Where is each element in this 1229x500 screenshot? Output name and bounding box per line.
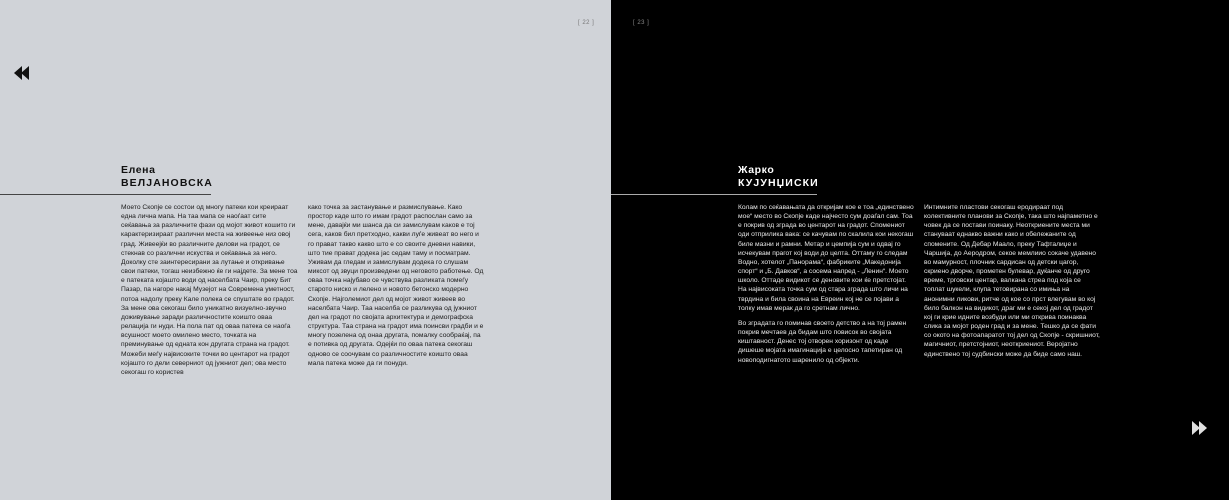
text-column-2 (308, 203, 485, 374)
author-last-name: КУЈУНЏИСКИ (738, 177, 819, 189)
author-name (738, 164, 819, 190)
paragraph: Колам по сеќавањата да откријам кое е тоа „единствено мое“ место во Скопје каде најчесто сум доаѓал сам. Тоа е покрив од зграда во центарот на градот. Спомениот оди отприлика вака: се качувам по скалила кои некогаш биле мазни и рамни. Метар и цемпија сум и одвај го исчекувам прагот кој води до целта. Оттаму го следам Водно, хотелот „Панорама“, фабриките „Македонија спорт“ и „Б. Давков“, а сосема напред - „Ленин“. Моето школо. Оттаде видикот се деновите кои ќе претстојат. На највисоката точка сум од стара зграда што личи на тврдина и била своина на Евреин кој не се појави а толку имав мерак да го сретнам лично. (738, 204, 914, 312)
text-column-2 (924, 203, 1101, 365)
author-underline (611, 194, 817, 195)
left-page (0, 0, 611, 500)
next-page-button[interactable] (1191, 421, 1207, 440)
paragraph: како точка за застанување и размислување. Како простор каде што го имам градот распослан само за мене, давајќи ми шанса да си замислувам каков е тој сега, каков бил претходно, какви луѓе живеат во него и го прават такво какво што е со своите дневни навики, што тие прават додека јас седам таму и посматрам. Уживам да гледам и замислувам додека го слушам миксот од звуци произведени од неговото работење. Од оваа точка најубаво се чувствува разликата помеѓу старото ниско и лелено и новото бетонско модерно Скопје. Најголемиот дел од мојот живот живеев во населбата Чаир. Таа населба се разликува од јужниот дел на градот по својата архитектура и демографска структура. Таа страна на градот има поинсви градби и е многу позелена од онаа другата, помалку сообраќај, па е потивка од другата. Одејќи по оваа патека секогаш одново се соочувам со различностите коишто оваа мала патека може да ги понуди. (308, 204, 484, 367)
double-chevron-left-icon (14, 66, 30, 80)
author-last-name: ВЕЛЈАНОВСКА (121, 177, 213, 189)
text-column-1 (738, 203, 915, 371)
right-page (611, 0, 1229, 500)
previous-page-button[interactable] (14, 66, 30, 85)
paragraph: Интимните пластови секогаш еродираат под колективните планови за Скопје, така што најпаметно е човек да се постави поинаку. Неоткриените места ми стануваат еднакво важни како и обележаните од спомените. Од Дебар Маало, преку Тафталиџе и Чаршија, до Аеродром, секое мемлиио сокаче удавено во мамурност, плочник сардисан од детски цагор, скриено дворче, прометен булевар, дуќанче од друго време, трговски центар, валкана стреа под која се топлат шукели, клупа тетовирана со имиња на анонимни ликови, ритче од кое со прст влегувам во кој било балкон на видикот, драг ми е секој дел од градот кој ги криe идните возбуди или ми открива поинаква слика за мојот роден град и за мене. Тешко да се фати со окото на фотоапаратот тој дел од Скопје - скришниот, магичниот, претстојниот, неоткриениот. Веројатно единствено тој судбински може да биде само наш. (924, 204, 1100, 358)
paragraph: Моето Скопје се состои од многу патеки кои креираат една лична мапа. На таа мапа се наоѓаат сите сеќавања за различните фази од мојот живот кошито ги карактеризираат различни места на живеење низ овој град. Живеејќи во различните делови на градот, се стекнав со различни искуства и сеќавања за него. Доколку сте заинтересирани за лутање и откривање свои патеки, тогаш неизбежно ќе ги најдете. За мене тоа е патеката којашто води од населбата Чаир, преку Бит Пазар, па нагоре накај Музејот на Современа уметност, потоа надолу преку Кале полека се спуштате во градот. За мене ова секогаш било уникатно визуелно-звучно доживување заради различностите коишто оваа релација ги нуди. На пола пат од оваа патека се наоѓа всушност моето омилено место, точката на преминување од едната кон другата страна на градот. Можеби меѓу највисоките точки во центарот на градот којашто го дели северниот од јужниот дел; ова место секогаш го користев (121, 204, 298, 376)
author-name (121, 164, 213, 190)
text-column-1 (121, 203, 298, 383)
page-number: [ 22 ] (578, 20, 595, 26)
author-first-name: Елена (121, 164, 156, 176)
author-first-name: Жарко (738, 164, 775, 176)
double-chevron-right-icon (1191, 421, 1207, 435)
paragraph: Во зградата го поминав своето детство а на тој рамен покрив мечтаев да бидам што повисок во својата киштавност. Денес тој отворен хоризонт од каде дишеше мојата имагинација е целосно тапетиран од новоподигнатото шаренило од објекти. (738, 319, 907, 364)
author-underline (0, 194, 211, 195)
page-number: [ 23 ] (633, 20, 650, 26)
